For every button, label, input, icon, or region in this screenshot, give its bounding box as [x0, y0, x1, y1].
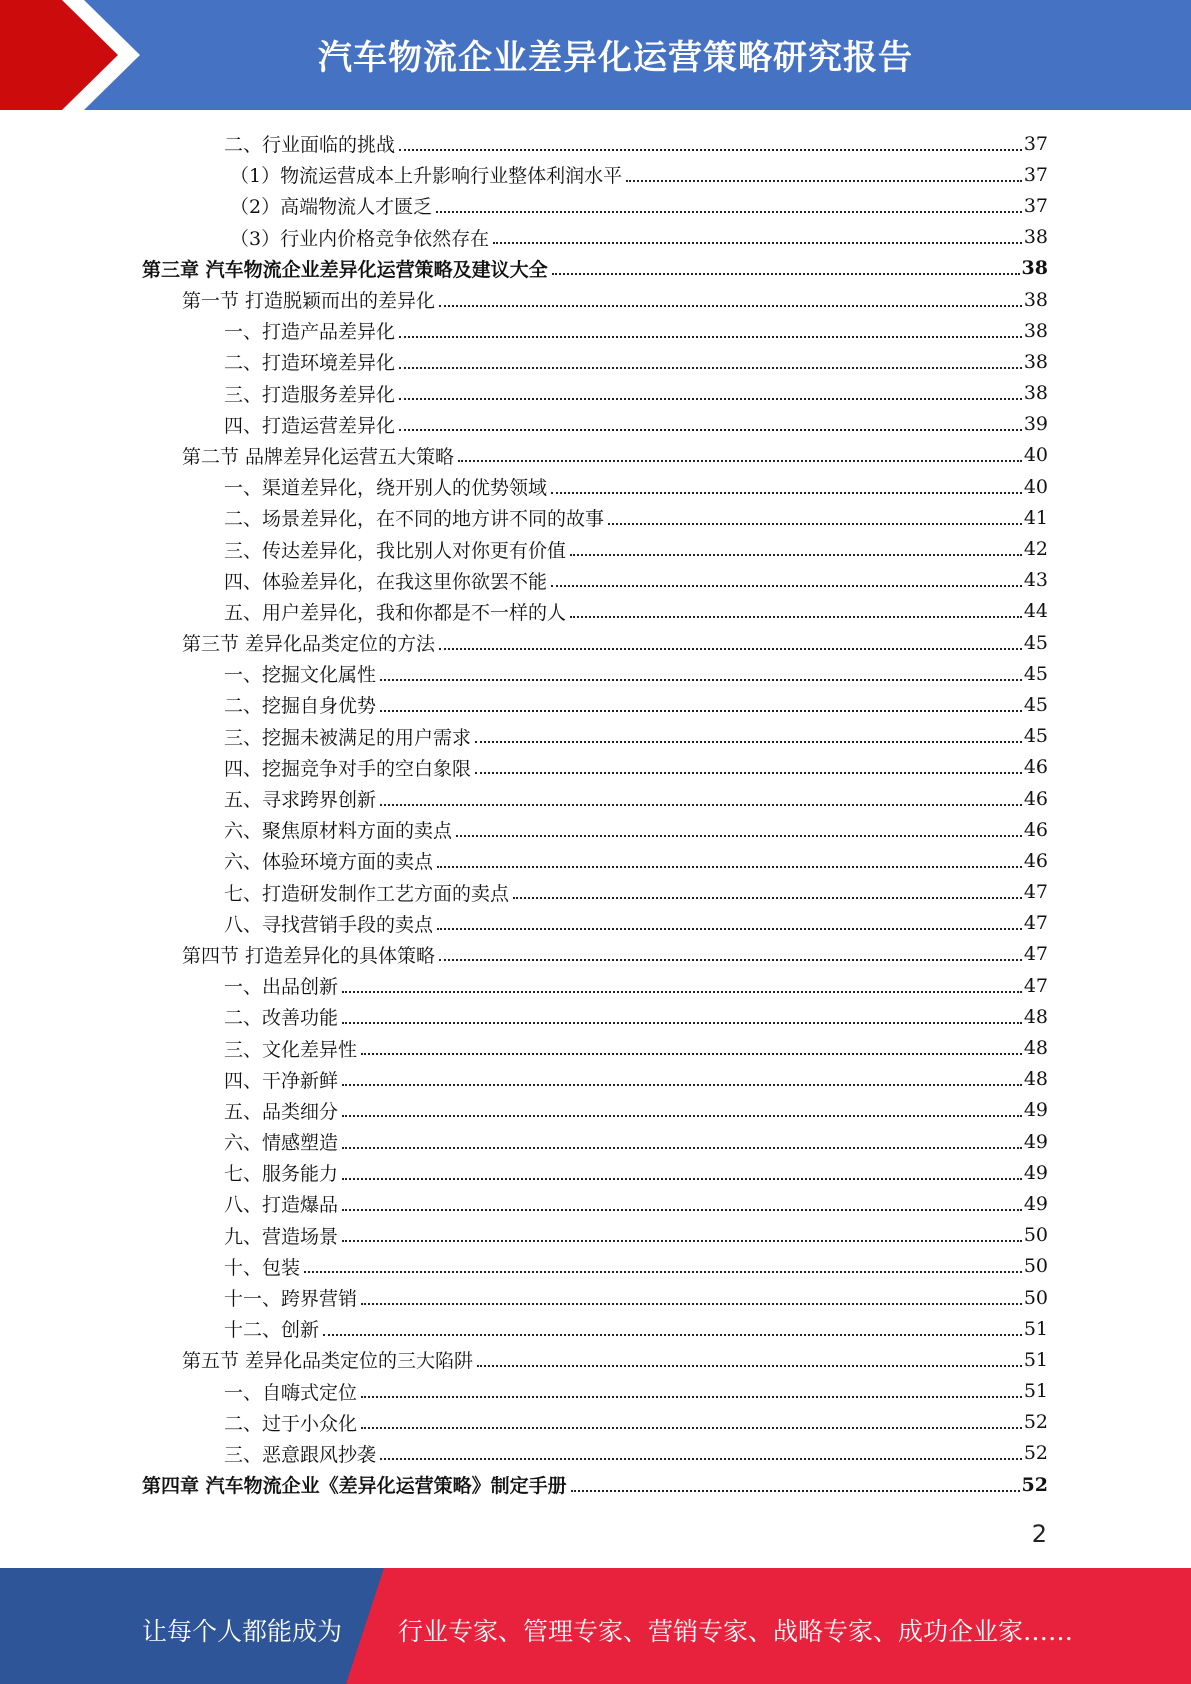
footer-slogan-right: 行业专家、管理专家、营销专家、战略专家、成功企业家…… [398, 1617, 1074, 1646]
toc-item-entry[interactable] [142, 970, 1048, 1001]
toc-entry-page: 45 [1023, 631, 1048, 654]
toc-dot-leader [342, 1147, 1022, 1149]
toc-dot-leader [626, 180, 1022, 182]
page-header [0, 0, 1191, 110]
toc-item-entry[interactable] [142, 533, 1048, 564]
toc-dot-leader [570, 554, 1022, 556]
toc-dot-leader [475, 741, 1022, 743]
toc-dot-leader [570, 616, 1022, 618]
toc-item-entry[interactable] [142, 1157, 1048, 1188]
toc-entry-title: 第四节 打造差异化的具体策略 [182, 944, 436, 967]
toc-item-entry[interactable] [142, 1126, 1048, 1157]
table-of-contents [142, 128, 1048, 1500]
toc-entry-page: 37 [1023, 132, 1048, 155]
toc-entry-title: 二、场景差异化，在不同的地方讲不同的故事 [224, 508, 605, 531]
toc-item-entry[interactable] [142, 1095, 1048, 1126]
toc-item-entry[interactable] [142, 1438, 1048, 1469]
toc-section-entry[interactable] [142, 284, 1048, 315]
toc-dot-leader [380, 679, 1022, 681]
toc-item-entry[interactable] [142, 1064, 1048, 1095]
toc-item-entry[interactable] [142, 128, 1048, 159]
toc-entry-page: 38 [1023, 226, 1048, 249]
toc-dot-leader [551, 585, 1022, 587]
toc-dot-leader [342, 1240, 1022, 1242]
toc-entry-title: 三、挖掘未被满足的用户需求 [224, 726, 472, 749]
toc-entry-page: 47 [1023, 912, 1048, 935]
toc-entry-page: 39 [1023, 413, 1048, 436]
toc-entry-title: 四、体验差异化，在我这里你欲罢不能 [224, 570, 548, 593]
toc-item-entry[interactable] [142, 814, 1048, 845]
toc-entry-title: 第五节 差异化品类定位的三大陷阱 [182, 1350, 474, 1373]
toc-item-entry[interactable] [142, 1032, 1048, 1063]
toc-dot-leader [458, 460, 1022, 462]
toc-entry-title: 十、包装 [224, 1256, 301, 1279]
toc-item-entry[interactable] [142, 1376, 1048, 1407]
toc-entry-title: 七、服务能力 [224, 1163, 339, 1186]
toc-entry-title: 八、打造爆品 [224, 1194, 339, 1217]
toc-item-entry[interactable] [142, 315, 1048, 346]
toc-dot-leader [608, 523, 1022, 525]
toc-item-entry[interactable] [142, 190, 1048, 221]
toc-entry-page: 37 [1023, 163, 1048, 186]
toc-item-entry[interactable] [142, 721, 1048, 752]
toc-entry-title: 五、寻求跨界创新 [224, 789, 377, 812]
toc-chapter-entry[interactable] [142, 253, 1048, 284]
toc-item-entry[interactable] [142, 658, 1048, 689]
toc-section-entry[interactable] [142, 939, 1048, 970]
toc-dot-leader [380, 1458, 1022, 1460]
toc-entry-title: 一、打造产品差异化 [224, 321, 396, 344]
toc-entry-page: 40 [1023, 444, 1048, 467]
toc-entry-title: 三、恶意跟风抄袭 [224, 1443, 377, 1466]
toc-dot-leader [361, 1427, 1022, 1429]
toc-entry-page: 49 [1023, 1099, 1048, 1122]
toc-entry-page: 45 [1023, 662, 1048, 685]
toc-dot-leader [439, 648, 1022, 650]
toc-entry-title: 八、寻找营销手段的卖点 [224, 913, 434, 936]
toc-entry-title: 二、挖掘自身优势 [224, 695, 377, 718]
toc-entry-title: 四、挖掘竞争对手的空白象限 [224, 757, 472, 780]
toc-section-entry[interactable] [142, 440, 1048, 471]
toc-item-entry[interactable] [142, 1282, 1048, 1313]
toc-entry-page: 47 [1023, 881, 1048, 904]
footer-slogan-left: 让每个人都能成为 [142, 1617, 343, 1646]
toc-dot-leader [342, 1115, 1022, 1117]
toc-dot-leader [361, 1303, 1022, 1305]
toc-entry-page: 49 [1023, 1161, 1048, 1184]
toc-dot-leader [342, 1022, 1022, 1024]
toc-entry-page: 46 [1023, 756, 1048, 779]
toc-entry-page: 49 [1023, 1192, 1048, 1215]
toc-dot-leader [361, 1396, 1022, 1398]
toc-dot-leader [437, 928, 1022, 930]
toc-entry-page: 51 [1023, 1317, 1048, 1340]
toc-entry-title: 第四章 汽车物流企业《差异化运营策略》制定手册 [142, 1475, 567, 1498]
toc-entry-page: 38 [1023, 288, 1048, 311]
toc-entry-title: 第一节 打造脱颖而出的差异化 [182, 290, 436, 313]
toc-entry-title: 一、渠道差异化，绕开别人的优势领域 [224, 477, 548, 500]
toc-entry-page: 38 [1023, 319, 1048, 342]
toc-entry-title: 七、打造研发制作工艺方面的卖点 [224, 882, 510, 905]
toc-entry-page: 50 [1023, 1286, 1048, 1309]
toc-dot-leader [477, 1365, 1022, 1367]
toc-entry-title: 四、干净新鲜 [224, 1069, 339, 1092]
toc-entry-title: 九、营造场景 [224, 1225, 339, 1248]
toc-dot-leader [439, 959, 1022, 961]
toc-item-entry[interactable] [142, 502, 1048, 533]
toc-entry-page: 52 [1023, 1442, 1048, 1465]
toc-entry-page: 47 [1023, 974, 1048, 997]
toc-dot-leader [342, 1178, 1022, 1180]
toc-entry-page: 46 [1023, 818, 1048, 841]
toc-dot-leader [475, 772, 1022, 774]
toc-dot-leader [571, 1490, 1020, 1492]
toc-entry-page: 38 [1023, 350, 1048, 373]
toc-entry-title: （3）行业内价格竞争依然存在 [230, 227, 490, 250]
report-title: 汽车物流企业差异化运营策略研究报告 [318, 38, 913, 78]
toc-entry-title: 二、过于小众化 [224, 1412, 358, 1435]
toc-item-entry[interactable] [142, 222, 1048, 253]
toc-entry-title: 一、挖掘文化属性 [224, 664, 377, 687]
toc-dot-leader [552, 273, 1020, 275]
toc-entry-page: 49 [1023, 1130, 1048, 1153]
toc-entry-page: 40 [1023, 475, 1048, 498]
toc-entry-page: 44 [1023, 600, 1048, 623]
toc-entry-title: 十二、创新 [224, 1319, 320, 1342]
page-number: 2 [1031, 1520, 1047, 1548]
toc-entry-page: 38 [1021, 257, 1048, 280]
toc-entry-title: 四、打造运营差异化 [224, 414, 396, 437]
toc-entry-page: 45 [1023, 725, 1048, 748]
toc-item-entry[interactable] [142, 346, 1048, 377]
toc-dot-leader [342, 991, 1022, 993]
toc-entry-page: 37 [1023, 194, 1048, 217]
toc-entry-title: 六、情感塑造 [224, 1132, 339, 1155]
toc-entry-page: 52 [1023, 1411, 1048, 1434]
toc-entry-page: 50 [1023, 1255, 1048, 1278]
toc-dot-leader [437, 866, 1022, 868]
toc-entry-page: 41 [1023, 506, 1048, 529]
toc-entry-title: 五、用户差异化，我和你都是不一样的人 [224, 601, 567, 624]
toc-dot-leader [342, 1209, 1022, 1211]
toc-entry-page: 47 [1023, 943, 1048, 966]
toc-dot-leader [361, 1053, 1022, 1055]
toc-entry-title: （1）物流运营成本上升影响行业整体利润水平 [230, 165, 623, 188]
toc-dot-leader [380, 710, 1022, 712]
toc-dot-leader [399, 398, 1022, 400]
toc-entry-page: 46 [1023, 849, 1048, 872]
toc-dot-leader [436, 211, 1022, 213]
toc-entry-page: 38 [1023, 382, 1048, 405]
toc-entry-page: 51 [1023, 1380, 1048, 1403]
toc-entry-title: 六、体验环境方面的卖点 [224, 851, 434, 874]
toc-entry-title: 六、聚焦原材料方面的卖点 [224, 820, 453, 843]
toc-dot-leader [399, 367, 1022, 369]
toc-entry-page: 43 [1023, 569, 1048, 592]
toc-item-entry[interactable] [142, 877, 1048, 908]
toc-item-entry[interactable] [142, 1188, 1048, 1219]
toc-item-entry[interactable] [142, 1407, 1048, 1438]
toc-item-entry[interactable] [142, 689, 1048, 720]
toc-entry-page: 52 [1021, 1473, 1048, 1496]
toc-entry-title: （2）高端物流人才匮乏 [230, 196, 433, 219]
toc-entry-title: 第三节 差异化品类定位的方法 [182, 633, 436, 656]
toc-item-entry[interactable] [142, 783, 1048, 814]
toc-entry-title: 三、传达差异化，我比别人对你更有价值 [224, 539, 567, 562]
toc-entry-page: 48 [1023, 1005, 1048, 1028]
toc-entry-page: 50 [1023, 1224, 1048, 1247]
toc-entry-title: 二、行业面临的挑战 [224, 134, 396, 157]
toc-dot-leader [399, 149, 1022, 151]
toc-entry-title: 第二节 品牌差异化运营五大策略 [182, 445, 455, 468]
toc-dot-leader [399, 336, 1022, 338]
toc-chapter-entry[interactable] [142, 1469, 1048, 1500]
toc-entry-page: 48 [1023, 1068, 1048, 1091]
toc-entry-title: 三、文化差异性 [224, 1038, 358, 1061]
toc-section-entry[interactable] [142, 627, 1048, 658]
toc-dot-leader [323, 1334, 1022, 1336]
toc-entry-page: 51 [1023, 1348, 1048, 1371]
toc-dot-leader [493, 242, 1022, 244]
toc-dot-leader [342, 1084, 1022, 1086]
toc-section-entry[interactable] [142, 1344, 1048, 1375]
toc-dot-leader [513, 897, 1022, 899]
toc-entry-page: 42 [1023, 538, 1048, 561]
toc-entry-page: 46 [1023, 787, 1048, 810]
toc-item-entry[interactable] [142, 409, 1048, 440]
toc-dot-leader [399, 429, 1022, 431]
toc-dot-leader [456, 835, 1022, 837]
toc-entry-title: 第三章 汽车物流企业差异化运营策略及建议大全 [142, 258, 548, 281]
toc-entry-title: 一、出品创新 [224, 976, 339, 999]
toc-entry-title: 十一、跨界营销 [224, 1288, 358, 1311]
toc-entry-page: 48 [1023, 1037, 1048, 1060]
toc-item-entry[interactable] [142, 908, 1048, 939]
toc-entry-title: 二、打造环境差异化 [224, 352, 396, 375]
toc-item-entry[interactable] [142, 378, 1048, 409]
toc-item-entry[interactable] [142, 1220, 1048, 1251]
page-footer [0, 1568, 1191, 1684]
toc-item-entry[interactable] [142, 565, 1048, 596]
toc-entry-title: 五、品类细分 [224, 1100, 339, 1123]
toc-item-entry[interactable] [142, 596, 1048, 627]
toc-item-entry[interactable] [142, 752, 1048, 783]
toc-entry-title: 一、自嗨式定位 [224, 1381, 358, 1404]
toc-entry-title: 三、打造服务差异化 [224, 383, 396, 406]
toc-dot-leader [380, 804, 1022, 806]
toc-item-entry[interactable] [142, 845, 1048, 876]
toc-item-entry[interactable] [142, 1001, 1048, 1032]
toc-item-entry[interactable] [142, 159, 1048, 190]
toc-dot-leader [439, 305, 1022, 307]
toc-item-entry[interactable] [142, 471, 1048, 502]
toc-item-entry[interactable] [142, 1251, 1048, 1282]
toc-entry-page: 45 [1023, 693, 1048, 716]
toc-dot-leader [304, 1271, 1022, 1273]
toc-entry-title: 二、改善功能 [224, 1007, 339, 1030]
toc-dot-leader [551, 492, 1022, 494]
toc-item-entry[interactable] [142, 1313, 1048, 1344]
